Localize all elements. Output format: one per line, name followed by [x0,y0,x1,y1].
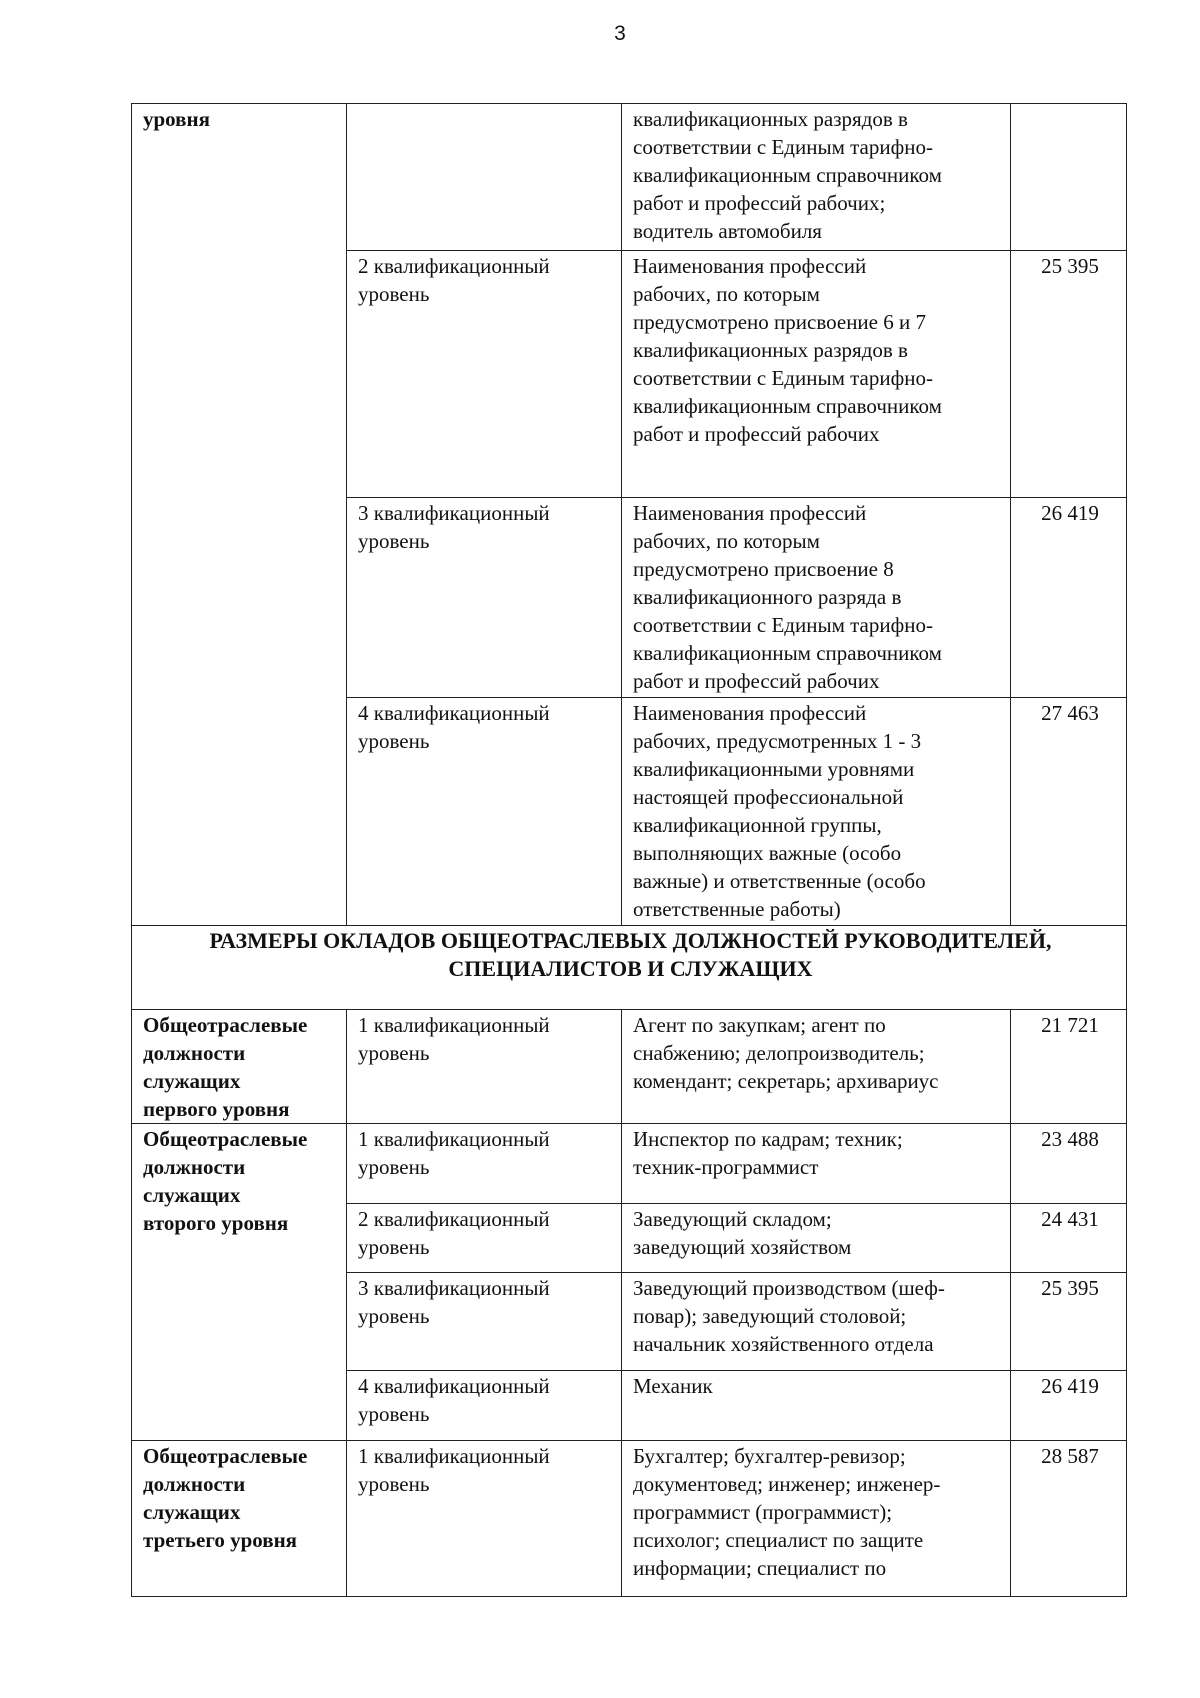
level-cell: 2 квалификационный уровень [347,1204,622,1273]
description-cell: Наименования профессий рабочих, предусмотренных 1 - 3 квалификационными уровнями настоящей профессиональной квалификационной группы, выполняющих важные (особо важные) и ответственные (особо ответственные работы) [622,698,1011,926]
level-cell: 4 квалификационный уровень [347,698,622,926]
table-row [132,1010,1127,1124]
page-number: 3 [614,22,626,45]
description-cell: Бухгалтер; бухгалтер-ревизор; документовед; инженер; инженер- программист (программист); психолог; специалист по защите информации; специалист по [622,1441,1011,1597]
level-cell: 3 квалификационный уровень [347,1273,622,1371]
level-cell: 1 квалификационный уровень [347,1124,622,1204]
salary-cell: 27 463 [1011,698,1127,926]
level-cell: 2 квалификационный уровень [347,251,622,498]
section-header-row [132,926,1127,1010]
description-cell: Заведующий производством (шеф- повар); заведующий столовой; начальник хозяйственного отдела [622,1273,1011,1371]
table-row [132,1124,1127,1204]
salary-cell: 26 419 [1011,1371,1127,1441]
level-cell: 1 квалификационный уровень [347,1010,622,1124]
level-cell: 3 квалификационный уровень [347,498,622,698]
salary-cell: 25 395 [1011,1273,1127,1371]
salary-cell: 24 431 [1011,1204,1127,1273]
description-cell: Наименования профессий рабочих, по которым предусмотрено присвоение 8 квалификационного разряда в соответствии с Единым тарифно- квалификационным справочником работ и профессий рабочих [622,498,1011,698]
group-cell: Общеотраслевые должности служащих третьего уровня [132,1441,347,1597]
description-cell: Инспектор по кадрам; техник; техник-программист [622,1124,1011,1204]
description-cell: Заведующий складом; заведующий хозяйством [622,1204,1011,1273]
group-cell: Общеотраслевые должности служащих второго уровня [132,1124,347,1441]
salary-table [131,103,1127,1597]
group-cell: Общеотраслевые должности служащих первого уровня [132,1010,347,1124]
description-cell: Агент по закупкам; агент по снабжению; делопроизводитель; комендант; секретарь; архивариус [622,1010,1011,1124]
table-row [132,104,1127,251]
section-header: РАЗМЕРЫ ОКЛАДОВ ОБЩЕОТРАСЛЕВЫХ ДОЛЖНОСТЕЙ РУКОВОДИТЕЛЕЙ, СПЕЦИАЛИСТОВ И СЛУЖАЩИХ [132,926,1127,1010]
table-row [132,1441,1127,1597]
salary-cell: 28 587 [1011,1441,1127,1597]
level-cell: 4 квалификационный уровень [347,1371,622,1441]
salary-cell: 21 721 [1011,1010,1127,1124]
level-cell: 1 квалификационный уровень [347,1441,622,1597]
description-cell: квалификационных разрядов в соответствии с Единым тарифно- квалификационным справочником работ и профессий рабочих; водитель автомобиля [622,104,1011,251]
salary-cell: 25 395 [1011,251,1127,498]
description-cell: Наименования профессий рабочих, по которым предусмотрено присвоение 6 и 7 квалификационных разрядов в соответствии с Единым тарифно- квалификационным справочником работ и профессий рабочих [622,251,1011,498]
salary-cell [1011,104,1127,251]
level-cell [347,104,622,251]
salary-cell: 23 488 [1011,1124,1127,1204]
description-cell: Механик [622,1371,1011,1441]
salary-cell: 26 419 [1011,498,1127,698]
group-cell: уровня [132,104,347,926]
